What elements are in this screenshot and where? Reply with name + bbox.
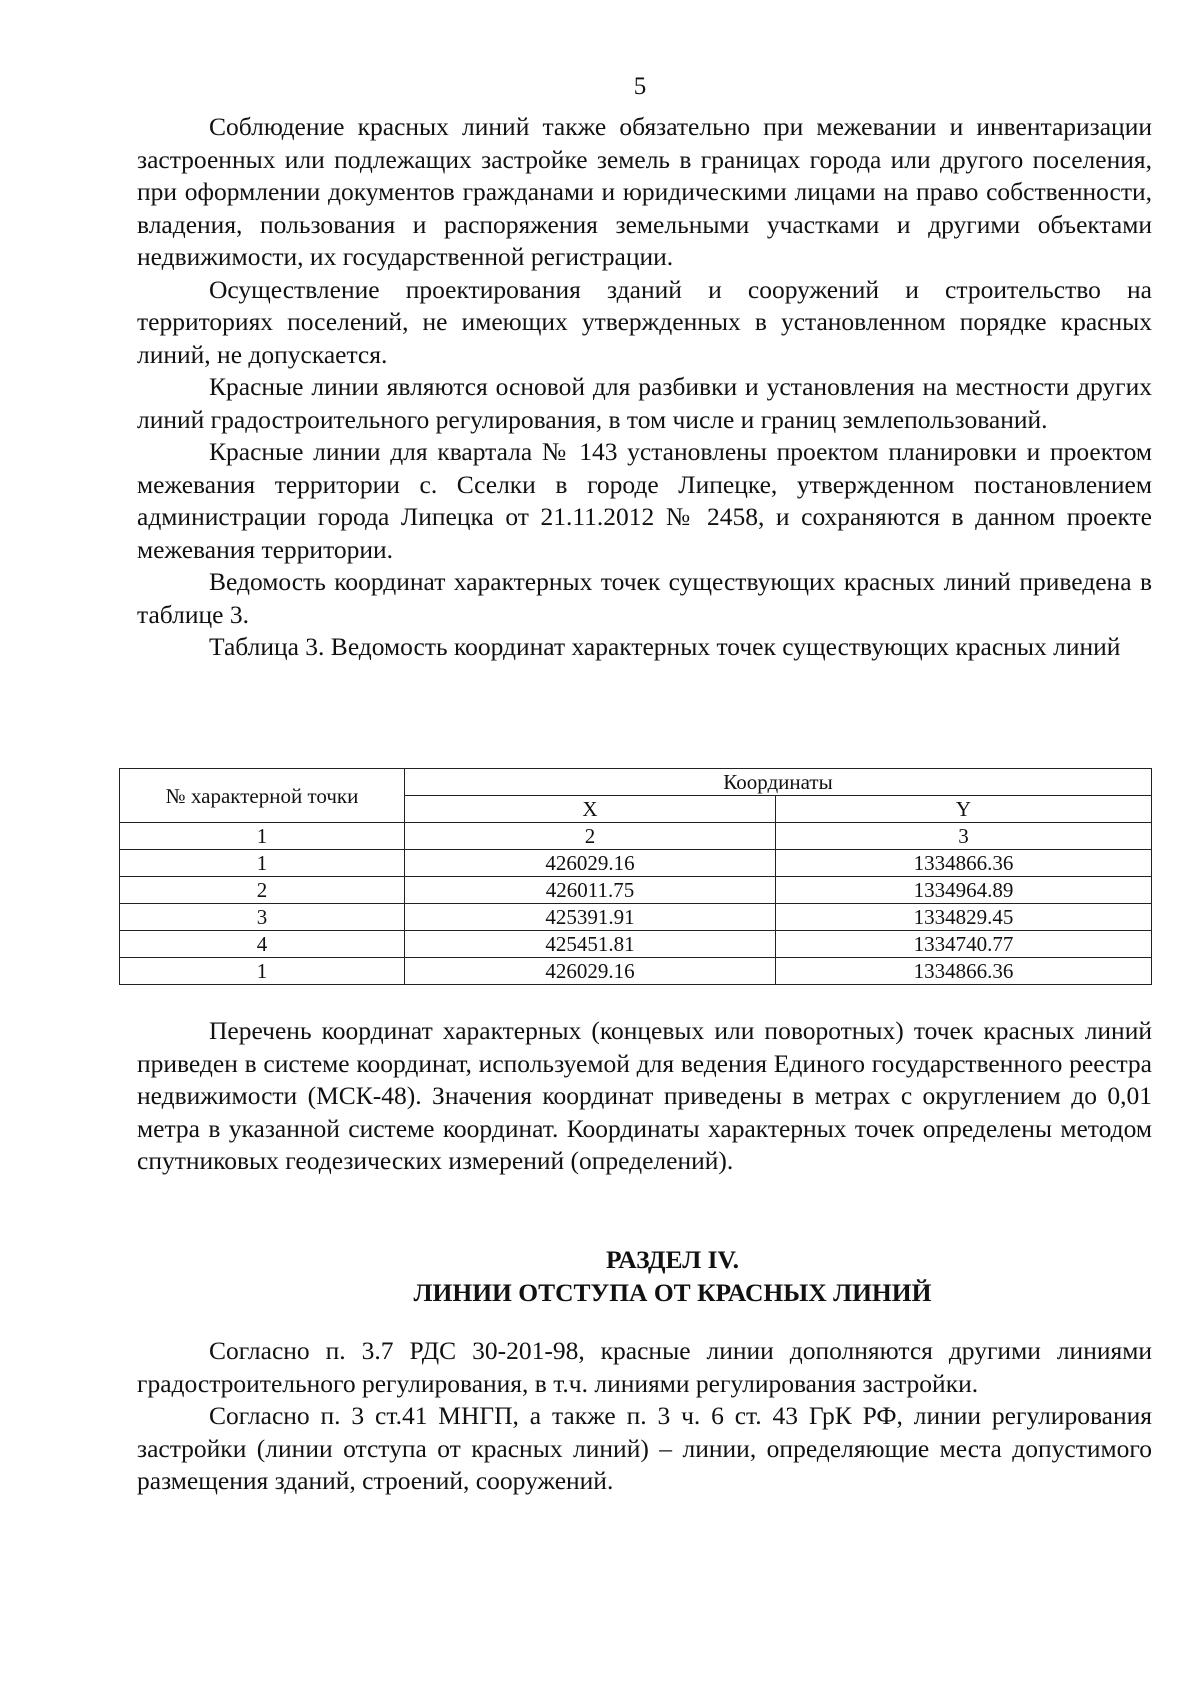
table-row bbox=[120, 877, 1152, 904]
table-cell: 1 bbox=[120, 958, 405, 985]
table-cell: 426029.16 bbox=[405, 850, 776, 877]
table-cell: 3 bbox=[120, 904, 405, 931]
table-row bbox=[120, 958, 1152, 985]
table-cell: 1334740.77 bbox=[776, 931, 1152, 958]
table-caption: Таблица 3. Ведомость координат характерных точек существующих красных линий bbox=[209, 632, 1121, 661]
table-cell: 2 bbox=[120, 877, 405, 904]
table-cell: 3 bbox=[776, 823, 1152, 850]
section-title: ЛИНИИ ОТСТУПА ОТ КРАСНЫХ ЛИНИЙ bbox=[413, 1278, 932, 1307]
body-text-middle bbox=[137, 1015, 1152, 1178]
paragraph: Красные линии являются основой для разбивки и установления на местности других линий градостроительного регулирования, в том числе и границ землепользований. bbox=[137, 372, 1152, 434]
table-cell: 2 bbox=[405, 823, 776, 850]
table-row bbox=[120, 931, 1152, 958]
table-header-row bbox=[120, 769, 1152, 796]
header-point-number: № характерной точки bbox=[120, 769, 405, 823]
table-row bbox=[120, 850, 1152, 877]
header-y: Y bbox=[776, 796, 1152, 823]
section-heading bbox=[0, 1243, 1200, 1309]
table-cell: 1334866.36 bbox=[776, 958, 1152, 985]
table-cell: 426029.16 bbox=[405, 958, 776, 985]
table-index-row bbox=[120, 823, 1152, 850]
paragraph: Соблюдение красных линий также обязательно при межевании и инвентаризации застроенных или подлежащих застройке земель в границах города или другого поселения, при оформлении документов гражданами и юридическими лицами на право собственности, владения, пользования и распоряжения земельными участками и другими объектами недвижимости, их государственной регистрации. bbox=[137, 112, 1152, 271]
table-cell: 1334829.45 bbox=[776, 904, 1152, 931]
section-number: РАЗДЕЛ IV. bbox=[605, 1245, 740, 1274]
header-x: X bbox=[405, 796, 776, 823]
table-cell: 4 bbox=[120, 931, 405, 958]
coordinates-table bbox=[119, 768, 1152, 985]
paragraph: Согласно п. 3 ст.41 МНГП, а также п. 3 ч. 6 ст. 43 ГрК РФ, линии регулирования застройки (линии отступа от красных линий) – линии, определяющие места допустимого размещения зданий, строений, сооружений. bbox=[137, 1401, 1152, 1495]
paragraph: Перечень координат характерных (концевых или поворотных) точек красных линий приведен в системе координат, используемой для ведения Единого государственного реестра недвижимости (МСК-48). Значения координат приведены в метрах с округлением до 0,01 метра в указанной системе координат. Координаты характерных точек определены методом спутниковых геодезических измерений (определений). bbox=[137, 1016, 1152, 1175]
table-cell: 425451.81 bbox=[405, 931, 776, 958]
body-text-bottom bbox=[137, 1335, 1152, 1498]
paragraph: Ведомость координат характерных точек существующих красных линий приведена в таблице 3. bbox=[137, 567, 1152, 629]
table-cell: 426011.75 bbox=[405, 877, 776, 904]
paragraph: Красные линии для квартала № 143 установлены проектом планировки и проектом межевания территории с. Сселки в городе Липецке, утвержденном постановлением администрации города Липецка от 21.11.2012 № 2458, и сохраняются в данном проекте межевания территории. bbox=[137, 437, 1152, 564]
paragraph: Осуществление проектирования зданий и сооружений и строительство на территориях поселений, не имеющих утвержденных в установленном порядке красных линий, не допускается. bbox=[137, 274, 1152, 369]
table-cell: 1334866.36 bbox=[776, 850, 1152, 877]
table-row bbox=[120, 904, 1152, 931]
table-cell: 1 bbox=[120, 850, 405, 877]
body-text-top bbox=[137, 111, 1152, 663]
page-number: 5 bbox=[633, 73, 647, 100]
table-cell: 425391.91 bbox=[405, 904, 776, 931]
header-coordinates: Координаты bbox=[405, 769, 1152, 796]
table-cell: 1 bbox=[120, 823, 405, 850]
table-cell: 1334964.89 bbox=[776, 877, 1152, 904]
paragraph: Согласно п. 3.7 РДС 30-201-98, красные линии дополняются другими линиями градостроительного регулирования, в т.ч. линиями регулирования застройки. bbox=[137, 1336, 1152, 1398]
